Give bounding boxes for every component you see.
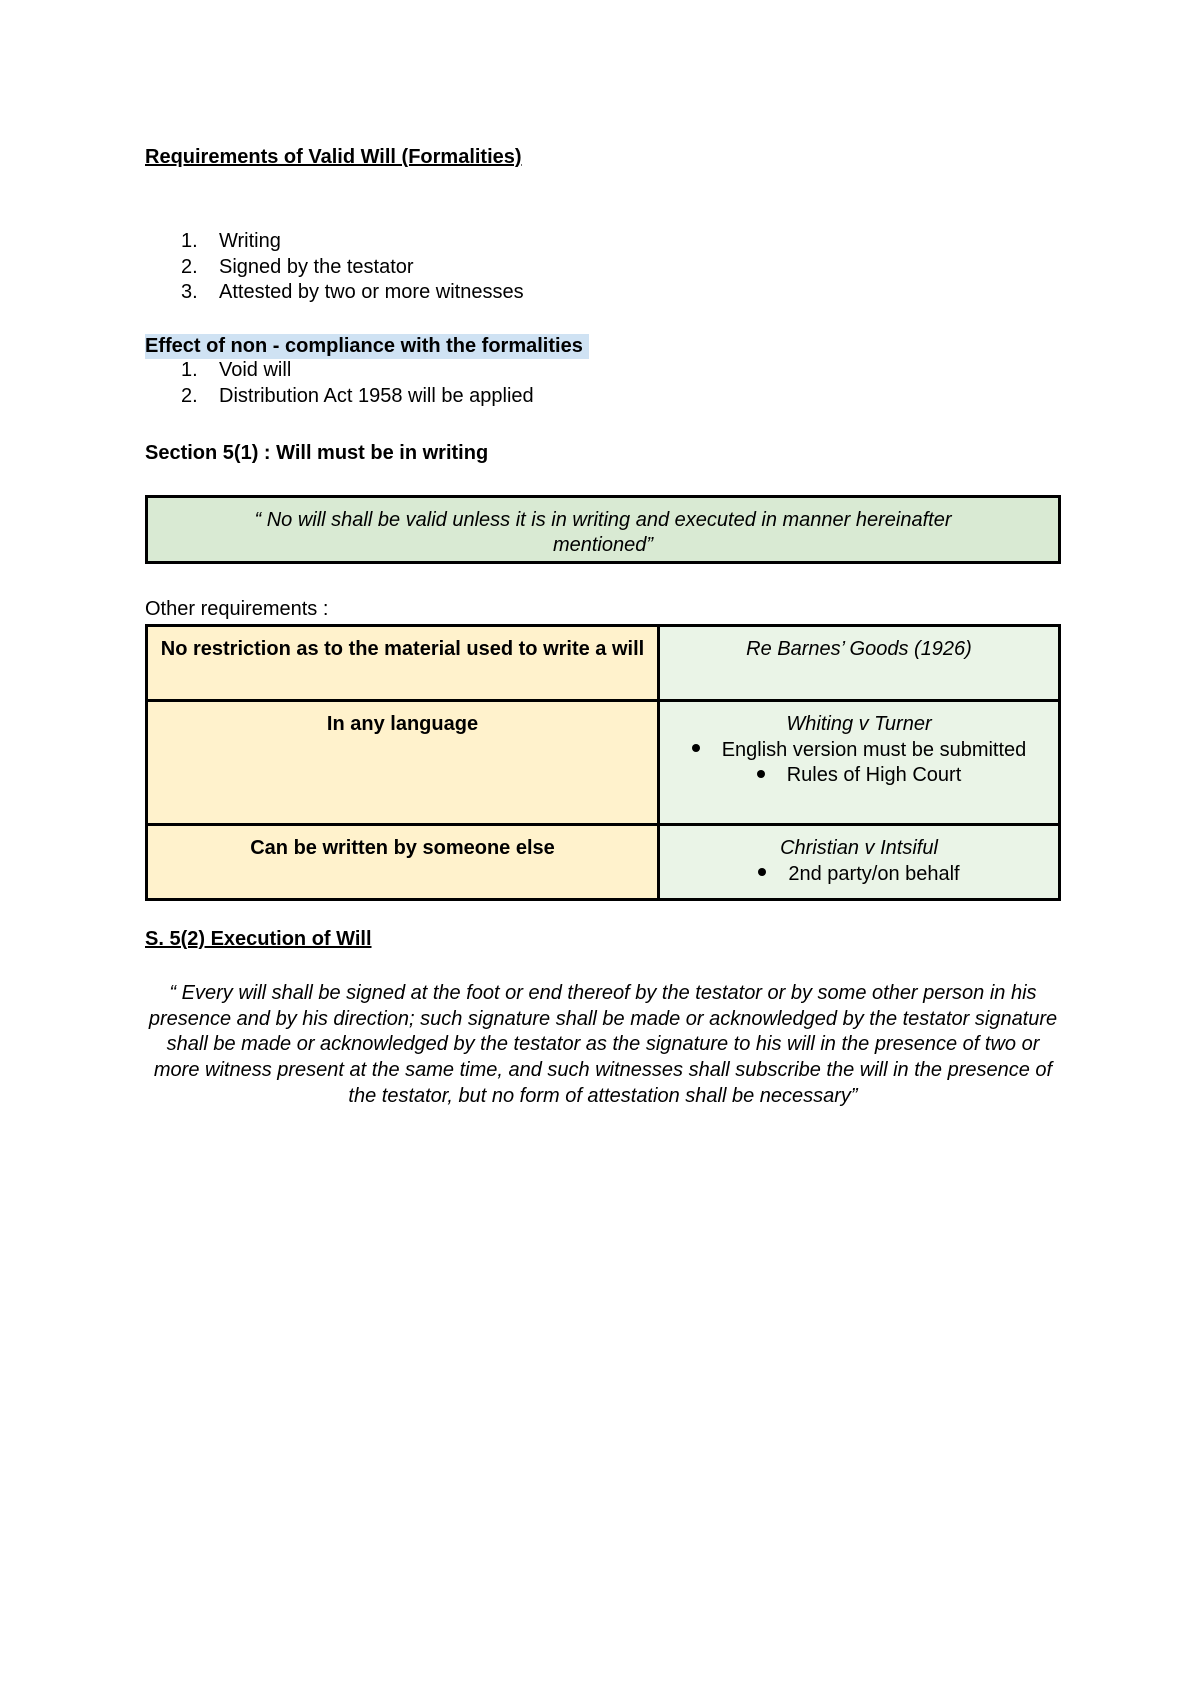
table-row (147, 825, 1060, 900)
table-row (147, 626, 1060, 701)
formalities-list (181, 229, 524, 306)
list-item: 2. Distribution Act 1958 will be applied (181, 384, 534, 407)
case-name: Christian v Intsiful (780, 837, 938, 859)
other-requirements-label: Other requirements : (145, 598, 329, 620)
section-52-quote: “ Every will shall be signed at the foot or end thereof by the testator or by some other person in his presence and by his direction; such signature shall be made or acknowledged by the testator signature shall be made or acknowledged by the testator as the signature to his will in the presence of two or more witness present at the same time, and such witnesses shall subscribe the will in the presence of the testator, but no form of attestation shall be necessary” (148, 982, 1058, 1107)
list-item: Rules of High Court (672, 763, 1046, 789)
effect-list (181, 358, 534, 409)
list-item: English version must be submitted (672, 738, 1046, 764)
bullet-icon (757, 770, 765, 778)
table-row (147, 701, 1060, 825)
requirement-cell: No restriction as to the material used to write a will (147, 626, 659, 701)
list-item: 2. Signed by the testator (181, 255, 414, 278)
list-item: 3. Attested by two or more witnesses (181, 281, 524, 303)
page-title: Requirements of Valid Will (Formalities) (145, 146, 522, 168)
effect-heading: Effect of non - compliance with the formalities (145, 335, 589, 358)
list-item: 2nd party/on behalf (672, 862, 1046, 888)
case-cell (659, 825, 1060, 900)
requirements-table (145, 624, 1061, 901)
case-points (672, 862, 1046, 888)
list-item: 1. Writing (181, 230, 281, 252)
list-item: 1. Void will (181, 359, 292, 381)
section-52-heading: S. 5(2) Execution of Will (145, 928, 372, 950)
case-cell (659, 701, 1060, 825)
bullet-icon (692, 744, 700, 752)
section-51-heading: Section 5(1) : Will must be in writing (145, 442, 489, 464)
case-points (672, 738, 1046, 789)
requirement-cell: In any language (147, 701, 659, 825)
case-name: Whiting v Turner (786, 713, 932, 735)
section-51-quote: “ No will shall be valid unless it is in writing and executed in manner hereinafter mentioned” (145, 495, 1061, 564)
case-cell (659, 626, 1060, 701)
case-name: Re Barnes’ Goods (1926) (746, 638, 972, 660)
requirement-cell: Can be written by someone else (147, 825, 659, 900)
bullet-icon (758, 868, 766, 876)
